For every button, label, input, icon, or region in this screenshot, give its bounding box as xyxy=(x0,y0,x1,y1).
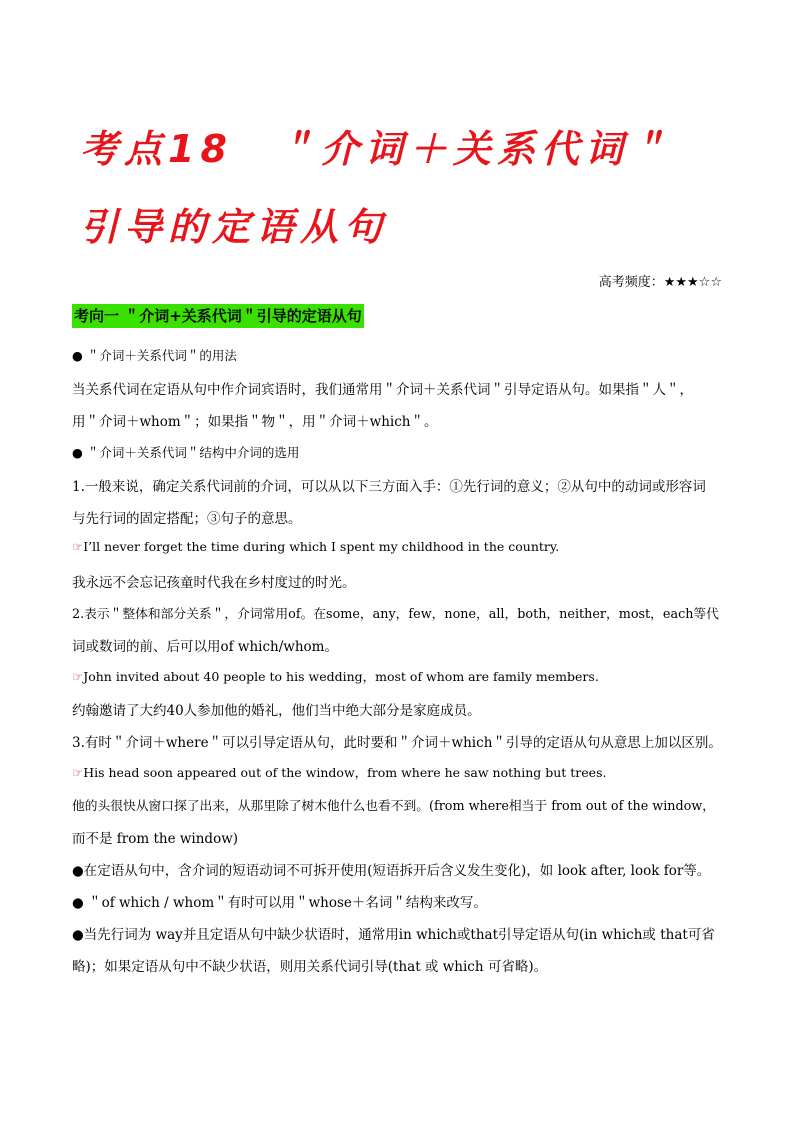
paragraph-line: 当关系代词在定语从句中作介词宾语时，我们通常用＂介词＋关系代词＂引导定语从句。如果指＂人＂， xyxy=(72,382,693,398)
pointing-hand-icon: ☞ xyxy=(72,765,84,780)
paragraph-line: 2.表示＂整体和部分关系＂，介词常用of。在some，any，few，none，all，both，neither，most，each等代 xyxy=(72,607,719,622)
bullet-note: ●当先行词为 way并且定语从句中缺少状语时，通常用in which或that引导定语从句(in which或 that可省 xyxy=(72,927,715,943)
bullet-note: ●在定语从句中，含介词的短语动词不可拆开使用(短语拆开后含义发生变化)，如 look after, look for等。 xyxy=(72,863,711,879)
bullet-heading-preposition-choice: ● ＂介词＋关系代词＂结构中介词的选用 xyxy=(72,445,300,460)
bullet-note: ● ＂of which / whom＂有时可以用＂whose＋名词＂结构来改写。 xyxy=(72,895,487,911)
paragraph-line: 略)；如果定语从句中不缺少状语，则用关系代词引导(that 或 which 可省略)。 xyxy=(72,959,548,975)
pointing-hand-icon: ☞ xyxy=(72,539,84,554)
paragraph-line: 3.有时＂介词＋where＂可以引导定语从句，此时要和＂介词＋which＂引导的定语从句从意思上加以区别。 xyxy=(72,735,722,751)
example-translation: 我永远不会忘记孩童时代我在乡村度过的时光。 xyxy=(72,575,356,591)
paragraph-line: 词或数词的前、后可以用of which/whom。 xyxy=(72,639,338,655)
section-heading: 考向一 ＂介词+关系代词＂引导的定语从句 xyxy=(72,304,364,328)
exam-frequency-rating: 高考频度：★★★☆☆ xyxy=(598,275,722,290)
paragraph-line: 而不是 from the window) xyxy=(72,831,239,847)
page-title-line-1: 考点18 ＂介词＋关系代词＂ xyxy=(80,127,673,171)
page-title-line-2: 引导的定语从句 xyxy=(80,205,389,249)
bullet-heading-usage: ● ＂介词＋关系代词＂的用法 xyxy=(72,348,237,363)
example-text: I’ll never forget the time during which I spent my childhood in the country. xyxy=(83,539,560,554)
pointing-hand-icon: ☞ xyxy=(72,669,84,684)
example-text: His head soon appeared out of the window，from where he saw nothing but trees. xyxy=(83,765,607,780)
example-sentence xyxy=(72,539,559,554)
paragraph-line: 用＂介词＋whom＂；如果指＂物＂，用＂介词＋which＂。 xyxy=(72,414,438,430)
paragraph-line: 1.一般来说，确定关系代词前的介词，可以从以下三方面入手：①先行词的意义；②从句中的动词或形容词 xyxy=(72,479,706,495)
example-sentence xyxy=(72,667,599,685)
example-text: John invited about 40 people to his wedding，most of whom are family members. xyxy=(83,669,599,684)
paragraph-line: 与先行词的固定搭配；③句子的意思。 xyxy=(72,511,302,527)
example-translation: 约翰邀请了大约40人参加他的婚礼，他们当中绝大部分是家庭成员。 xyxy=(72,703,481,719)
example-translation: 他的头很快从窗口探了出来，从那里除了树木他什么也看不到。(from where相当于 from out of the window， xyxy=(72,799,716,814)
example-sentence xyxy=(72,763,606,781)
